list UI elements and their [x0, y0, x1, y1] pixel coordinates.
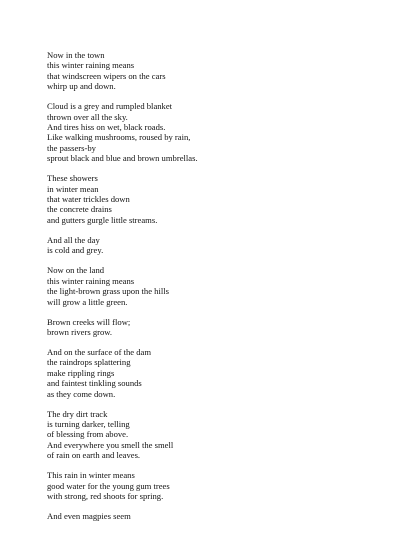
- poem-line: that water trickles down: [47, 194, 130, 205]
- poem-stanza: [47, 50, 377, 92]
- poem-line: And even magpies seem: [47, 510, 131, 521]
- poem-line: thrown over all the sky.: [47, 111, 128, 122]
- poem-line: and gutters gurgle little streams.: [47, 214, 158, 225]
- poem-stanza: [47, 470, 377, 501]
- poem-line: brown rivers grow.: [47, 326, 113, 337]
- poem-line: this winter raining means: [47, 60, 135, 71]
- poem-line: whirp up and down.: [47, 81, 116, 92]
- poem-line: the passers-by: [47, 142, 96, 153]
- poem-line: with strong, red shoots for spring.: [47, 490, 164, 501]
- poem-line: of blessing from above.: [47, 429, 129, 440]
- poem-stanza: [47, 265, 377, 307]
- poem-stanza: [47, 409, 377, 461]
- poem-line: will grow a little green.: [47, 296, 128, 307]
- poem-line: the raindrops splattering: [47, 357, 131, 368]
- poem-line: sprout black and blue and brown umbrellas.: [47, 153, 198, 164]
- poem-stanza: [47, 235, 377, 256]
- poem-line: the concrete drains: [47, 204, 112, 215]
- poem-line: And everywhere you smell the smell: [47, 439, 174, 450]
- poem-line: Brown creeks will flow;: [47, 316, 131, 327]
- poem-stanza: [47, 511, 377, 521]
- poem-stanza: [47, 173, 377, 225]
- poem-line: Now in the town: [47, 50, 105, 60]
- poem-line: Now on the land: [47, 265, 105, 276]
- poem-stanza: [47, 317, 377, 338]
- poem-line: make rippling rings: [47, 367, 115, 378]
- poem-line: the light-brown grass upon the hills: [47, 286, 169, 297]
- poem-line: and faintest tinkling sounds: [47, 378, 142, 389]
- poem-line: as they come down.: [47, 388, 116, 399]
- poem-line: The dry dirt track: [47, 408, 108, 419]
- poem-line: good water for the young gum trees: [47, 480, 170, 491]
- poem-line: of rain on earth and leaves.: [47, 450, 141, 461]
- poem-line: Cloud is a grey and rumpled blanket: [47, 101, 173, 112]
- poem-line: These showers: [47, 173, 98, 184]
- poem-line: And on the surface of the dam: [47, 346, 152, 357]
- poem-line: And all the day: [47, 234, 100, 245]
- poem-line: this winter raining means: [47, 275, 135, 286]
- poem-line: in winter mean: [47, 183, 99, 194]
- poem-line: is turning darker, telling: [47, 418, 130, 429]
- poem-line: And tires hiss on wet, black roads.: [47, 122, 166, 133]
- poem-stanza: [47, 101, 377, 163]
- poem-body: [47, 50, 377, 531]
- poem-line: This rain in winter means: [47, 470, 135, 481]
- poem-line: Like walking mushrooms, roused by rain,: [47, 132, 191, 143]
- poem-line: that windscreen wipers on the cars: [47, 70, 166, 81]
- poem-line: is cold and grey.: [47, 245, 104, 256]
- poem-stanza: [47, 347, 377, 399]
